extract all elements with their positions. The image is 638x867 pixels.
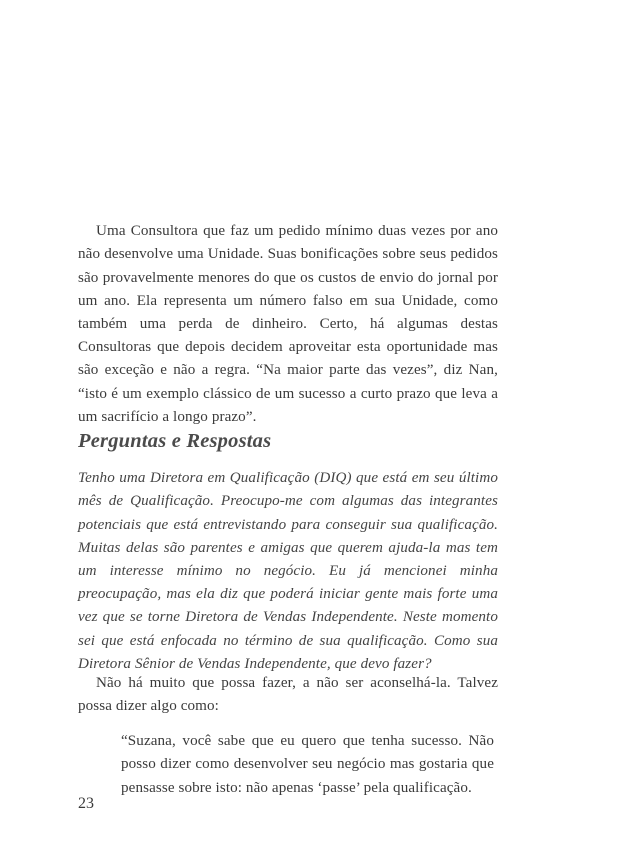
page-number: 23 [78,795,94,812]
section-heading: Perguntas e Respostas [78,430,272,452]
quoted-advice: “Suzana, você sabe que eu quero que tenha sucesso. Não posso dizer como desenvolver seu negócio mas gostaria que pensasse sobre isto: não apenas ‘passe’ pela qualificação. [121,733,494,796]
body-paragraph-1: Uma Consultora que faz um pedido mínimo duas vezes por ano não desenvolve uma Unidade. Suas bonificações sobre seus pedidos são provavelmente menores do que os custos de envio do jornal por um ano. Ela representa um número falso em sua Unidade, como também uma perda de dinheiro. Certo, há algumas destas Consultoras que depois decidem aproveitar esta oportunidade mas são exceção e não a regra. “Na maior parte das vezes”, diz Nan, “isto é um exemplo clássico de um sucesso a curto prazo que leva a um sacrifício a longo prazo”. [78,223,498,425]
answer-intro-paragraph: Não há muito que possa fazer, a não ser aconselhá-la. Talvez possa dizer algo como: [78,675,498,715]
question-paragraph: Tenho uma Diretora em Qualificação (DIQ) que está em seu último mês de Qualificação. Preocupo-me com algumas das integrantes potenciais que está entrevistando para conseguir sua qualificação. Muitas delas são parentes e amigas que querem ajuda-la mas tem um interesse mínimo no negócio. Eu já mencionei minha preocupação, mas ela diz que poderá iniciar gente mais forte uma vez que se torne Diretora de Vendas Independente. Neste momento sei que está enfocada no término de sua qualificação. Como sua Diretora Sênior de Vendas Independente, que devo fazer? [78,470,498,672]
